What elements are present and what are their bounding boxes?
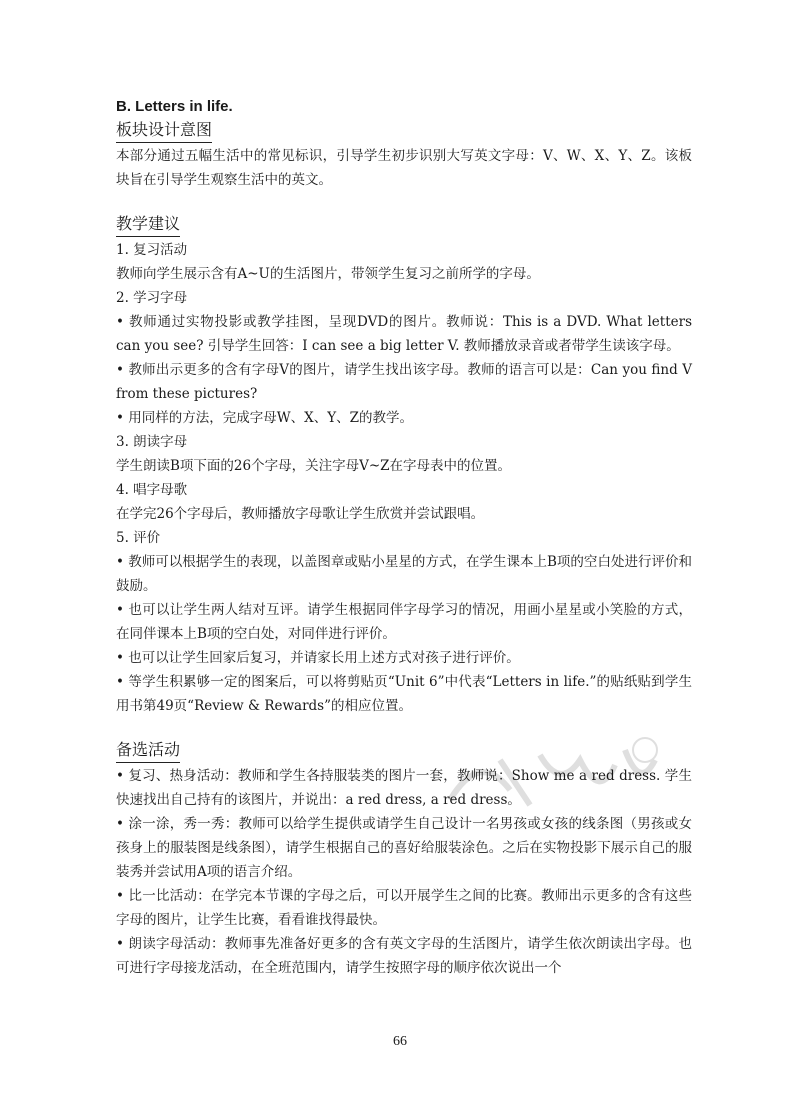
- suggestion-line: 1. 复习活动: [116, 242, 188, 258]
- suggestion-line: • 教师通过实物投影或教学挂图，呈现DVD的图片。教师说：This is a DVD. What letters can you see? 引导学生回答：I can see a big letter V. 教师播放录音或者带学生读该字母。: [116, 314, 692, 354]
- optional-line: • 涂一涂，秀一秀：教师可以给学生提供或请学生自己设计一名男孩或女孩的线条图（男孩或女孩身上的服装图是线条图），请学生根据自己的喜好给服装涂色。之后在实物投影下展示自己的服装秀并尝试用A项的语言介绍。: [116, 816, 692, 880]
- suggestions-heading: 教学建议: [116, 212, 180, 237]
- page-content: [116, 96, 692, 980]
- optional-heading: 备选活动: [116, 738, 180, 763]
- suggestion-line: 3. 朗读字母: [116, 434, 188, 450]
- section-b-title: B. Letters in life.: [116, 98, 233, 115]
- optional-line: • 比一比活动：在学完本节课的字母之后，可以开展学生之间的比赛。教师出示更多的含有这些字母的图片，让学生比赛，看看谁找得最快。: [116, 888, 692, 928]
- suggestion-line: • 等学生积累够一定的图案后，可以将剪贴页“Unit 6”中代表“Letters in life.”的贴纸贴到学生用书第49页“Review & Rewards”的相应位置。: [116, 674, 692, 714]
- suggestion-line: • 教师可以根据学生的表现，以盖图章或贴小星星的方式，在学生课本上B项的空白处进行评价和鼓励。: [116, 554, 692, 594]
- design-heading: 板块设计意图: [116, 118, 212, 143]
- optional-line: • 朗读字母活动：教师事先准备好更多的含有英文字母的生活图片，请学生依次朗读出字母。也可进行字母接龙活动，在全班范围内，请学生按照字母的顺序依次说出一个: [116, 936, 692, 976]
- optional-line: • 复习、热身活动：教师和学生各持服装类的图片一套，教师说：Show me a red dress. 学生快速找出自己持有的该图片，并说出：a red dress, a red dress。: [116, 768, 692, 808]
- suggestion-line: 5. 评价: [116, 530, 161, 546]
- suggestion-line: • 也可以让学生两人结对互评。请学生根据同伴字母学习的情况，用画小星星或小笑脸的方式，在同伴课本上B项的空白处，对同伴进行评价。: [116, 602, 692, 642]
- suggestion-line: 学生朗读B项下面的26个字母，关注字母V~Z在字母表中的位置。: [116, 458, 512, 474]
- suggestion-line: • 用同样的方法，完成字母W、X、Y、Z的教学。: [116, 410, 414, 426]
- publisher-watermark: [440, 730, 670, 820]
- suggestion-line: • 教师出示更多的含有字母V的图片，请学生找出该字母。教师的语言可以是：Can you find V from these pictures?: [116, 362, 692, 402]
- suggestions-body: [116, 238, 692, 718]
- suggestion-line: 在学完26个字母后，教师播放字母歌让学生欣赏并尝试跟唱。: [116, 506, 485, 522]
- suggestion-line: 2. 学习字母: [116, 290, 188, 306]
- suggestion-line: 教师向学生展示含有A~U的生活图片，带领学生复习之前所学的字母。: [116, 266, 540, 282]
- suggestion-line: 4. 唱字母歌: [116, 482, 188, 498]
- page-number: 66: [393, 1034, 407, 1049]
- suggestion-line: • 也可以让学生回家后复习，并请家长用上述方式对孩子进行评价。: [116, 650, 520, 666]
- design-text: 本部分通过五幅生活中的常见标识，引导学生初步识别大写英文字母：V、W、X、Y、Z。该板块旨在引导学生观察生活中的英文。: [116, 148, 692, 188]
